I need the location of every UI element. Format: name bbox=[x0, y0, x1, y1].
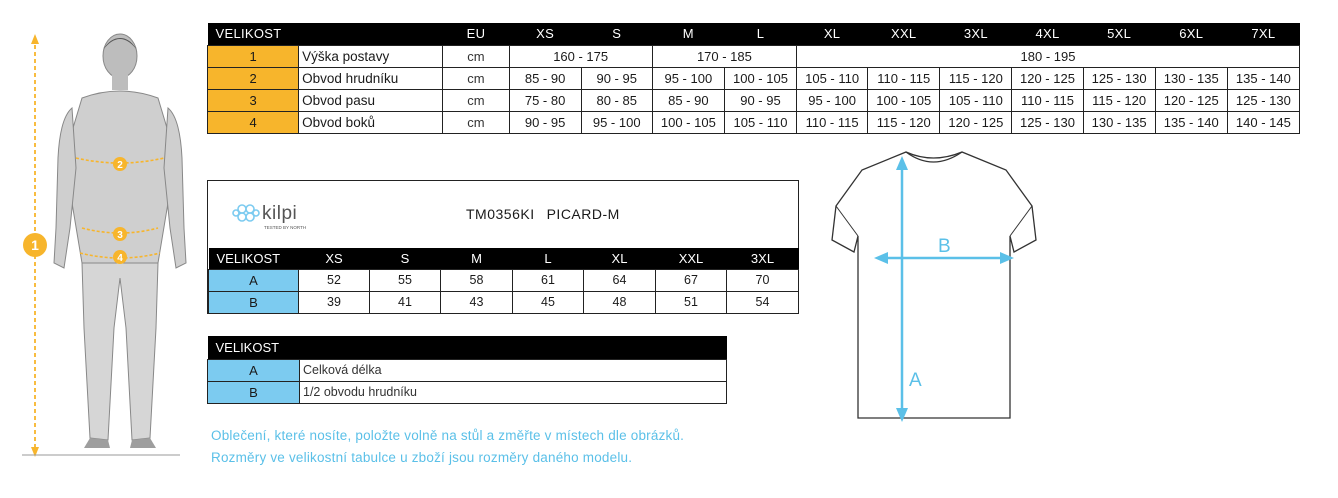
product-size-table bbox=[207, 180, 799, 314]
body-measurement-figure bbox=[20, 28, 190, 463]
table-cell: 135 - 140 bbox=[1155, 111, 1227, 133]
table-row bbox=[208, 381, 727, 403]
row-unit: cm bbox=[443, 111, 509, 133]
table-cell: 58 bbox=[441, 269, 513, 291]
table-cell: 115 - 120 bbox=[940, 67, 1012, 89]
table-cell: 140 - 145 bbox=[1227, 111, 1299, 133]
product-title bbox=[466, 206, 632, 222]
header-size: 6XL bbox=[1155, 23, 1227, 45]
header-velikost: VELIKOST bbox=[209, 248, 299, 269]
row-key: B bbox=[209, 291, 299, 313]
table-cell: 100 - 105 bbox=[724, 67, 796, 89]
row-unit: cm bbox=[443, 89, 509, 111]
table-header-row bbox=[208, 336, 727, 359]
table-cell: 51 bbox=[656, 291, 727, 313]
logo-tagline: TESTED BY NORTH bbox=[264, 225, 307, 230]
table-row bbox=[209, 269, 799, 291]
table-row bbox=[208, 67, 1300, 89]
logo-wordmark: kilpi bbox=[262, 203, 298, 224]
marker-4-label: 4 bbox=[117, 253, 123, 264]
table-cell: 39 bbox=[299, 291, 370, 313]
tshirt-measurement-figure bbox=[818, 146, 1048, 428]
general-size-table bbox=[207, 23, 1300, 134]
table-cell: 120 - 125 bbox=[1012, 67, 1083, 89]
table-cell: 45 bbox=[513, 291, 584, 313]
header-size: XS bbox=[299, 248, 370, 269]
header-size: XL bbox=[584, 248, 656, 269]
table-cell: 85 - 90 bbox=[652, 89, 724, 111]
table-cell: 130 - 135 bbox=[1155, 67, 1227, 89]
header-size: L bbox=[724, 23, 796, 45]
row-label: Obvod boků bbox=[299, 111, 443, 133]
table-cell: 61 bbox=[513, 269, 584, 291]
table-cell: 95 - 100 bbox=[581, 111, 652, 133]
table-cell: 115 - 120 bbox=[1083, 89, 1155, 111]
marker-3-label: 3 bbox=[117, 230, 123, 241]
table-cell: 170 - 185 bbox=[652, 45, 796, 67]
table-cell: 125 - 130 bbox=[1012, 111, 1083, 133]
table-cell: 160 - 175 bbox=[509, 45, 652, 67]
table-cell: 55 bbox=[370, 269, 441, 291]
table-cell: 120 - 125 bbox=[1155, 89, 1227, 111]
row-key: A bbox=[209, 269, 299, 291]
header-size: XS bbox=[509, 23, 581, 45]
table-cell: 105 - 110 bbox=[797, 67, 868, 89]
table-header-row bbox=[209, 248, 799, 269]
table-cell: 125 - 130 bbox=[1083, 67, 1155, 89]
measurement-legend-table bbox=[207, 336, 727, 404]
table-cell: 85 - 90 bbox=[509, 67, 581, 89]
table-cell: 67 bbox=[656, 269, 727, 291]
table-row bbox=[208, 111, 1300, 133]
marker-1-label: 1 bbox=[31, 237, 39, 253]
marker-2-label: 2 bbox=[117, 160, 123, 171]
header-size: 7XL bbox=[1227, 23, 1299, 45]
row-description: Celková délka bbox=[300, 359, 727, 381]
row-label: Obvod hrudníku bbox=[299, 67, 443, 89]
header-velikost: VELIKOST bbox=[208, 336, 727, 359]
table-cell: 75 - 80 bbox=[509, 89, 581, 111]
measuring-note: Oblečení, které nosíte, položte volně na stůl a změřte v místech dle obrázků. bbox=[211, 428, 685, 443]
table-cell: 130 - 135 bbox=[1083, 111, 1155, 133]
header-size: 5XL bbox=[1083, 23, 1155, 45]
table-cell: 95 - 100 bbox=[652, 67, 724, 89]
table-cell: 125 - 130 bbox=[1227, 89, 1299, 111]
table-cell: 43 bbox=[441, 291, 513, 313]
table-cell: 64 bbox=[584, 269, 656, 291]
table-cell: 90 - 95 bbox=[724, 89, 796, 111]
header-eu: EU bbox=[443, 23, 509, 45]
header-size: M bbox=[441, 248, 513, 269]
table-cell: 100 - 105 bbox=[868, 89, 940, 111]
header-size: M bbox=[652, 23, 724, 45]
header-size: XXL bbox=[656, 248, 727, 269]
kilpi-logo bbox=[232, 195, 322, 235]
table-cell: 80 - 85 bbox=[581, 89, 652, 111]
table-cell: 54 bbox=[727, 291, 799, 313]
row-key: B bbox=[208, 381, 300, 403]
header-size: XL bbox=[797, 23, 868, 45]
table-cell: 180 - 195 bbox=[797, 45, 1300, 67]
row-number: 1 bbox=[208, 45, 299, 67]
label-a: A bbox=[909, 370, 922, 391]
product-header bbox=[208, 181, 798, 248]
table-cell: 110 - 115 bbox=[1012, 89, 1083, 111]
table-cell: 48 bbox=[584, 291, 656, 313]
table-cell: 41 bbox=[370, 291, 441, 313]
row-unit: cm bbox=[443, 45, 509, 67]
table-cell: 90 - 95 bbox=[509, 111, 581, 133]
row-number: 3 bbox=[208, 89, 299, 111]
header-size: L bbox=[513, 248, 584, 269]
header-velikost: VELIKOST bbox=[208, 23, 443, 45]
model-note: Rozměry ve velikostní tabulce u zboží jsou rozměry daného modelu. bbox=[211, 450, 633, 465]
row-unit: cm bbox=[443, 67, 509, 89]
header-size: S bbox=[581, 23, 652, 45]
table-row bbox=[208, 359, 727, 381]
table-cell: 70 bbox=[727, 269, 799, 291]
table-header-row bbox=[208, 23, 1300, 45]
row-label: Obvod pasu bbox=[299, 89, 443, 111]
header-size: 4XL bbox=[1012, 23, 1083, 45]
row-label: Výška postavy bbox=[299, 45, 443, 67]
header-size: S bbox=[370, 248, 441, 269]
header-size: 3XL bbox=[727, 248, 799, 269]
table-row bbox=[209, 291, 799, 313]
table-cell: 105 - 110 bbox=[724, 111, 796, 133]
product-name: PICARD-M bbox=[546, 206, 620, 222]
table-cell: 110 - 115 bbox=[868, 67, 940, 89]
table-cell: 95 - 100 bbox=[797, 89, 868, 111]
product-code: TM0356KI bbox=[466, 206, 535, 222]
table-cell: 52 bbox=[299, 269, 370, 291]
header-size: XXL bbox=[868, 23, 940, 45]
table-cell: 135 - 140 bbox=[1227, 67, 1299, 89]
table-cell: 90 - 95 bbox=[581, 67, 652, 89]
header-size: 3XL bbox=[940, 23, 1012, 45]
table-cell: 105 - 110 bbox=[940, 89, 1012, 111]
row-key: A bbox=[208, 359, 300, 381]
table-cell: 110 - 115 bbox=[797, 111, 868, 133]
table-cell: 100 - 105 bbox=[652, 111, 724, 133]
table-row bbox=[208, 89, 1300, 111]
table-cell: 120 - 125 bbox=[940, 111, 1012, 133]
product-measure-grid bbox=[208, 248, 799, 314]
row-description: 1/2 obvodu hrudníku bbox=[300, 381, 727, 403]
row-number: 4 bbox=[208, 111, 299, 133]
table-cell: 115 - 120 bbox=[868, 111, 940, 133]
label-b: B bbox=[938, 236, 951, 257]
table-row bbox=[208, 45, 1300, 67]
row-number: 2 bbox=[208, 67, 299, 89]
